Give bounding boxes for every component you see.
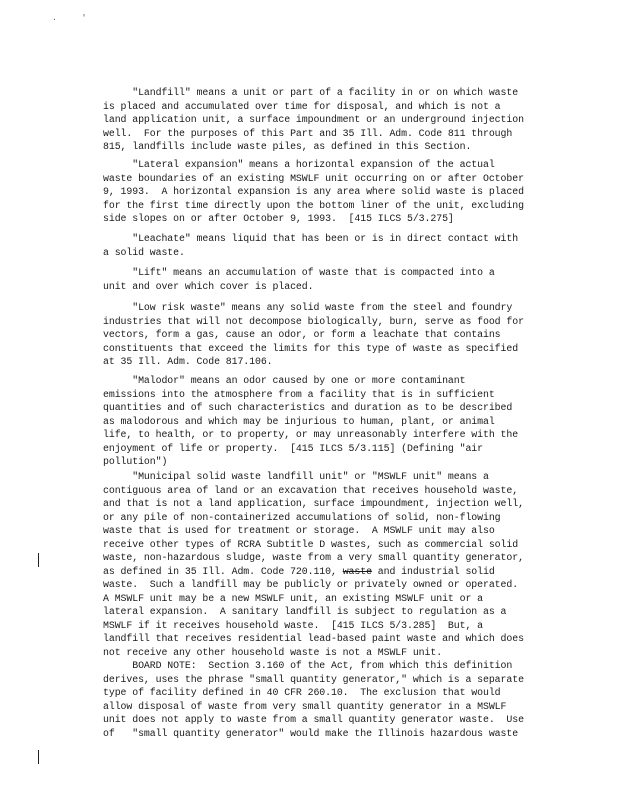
text-line: for the first time directly upon the bottom liner of the unit, excluding: [103, 199, 524, 211]
definition-malodor: [103, 374, 538, 469]
text-line: landfill that receives residential lead-based paint waste and which does: [103, 633, 524, 644]
text-line: unit does not apply to waste from a small quantity generator waste. Use: [103, 714, 524, 725]
text-line: allow disposal of waste from very small quantity generator in a MSWLF: [103, 700, 507, 712]
struck-text: waste: [342, 565, 372, 577]
definition-leachate: [103, 232, 538, 259]
text-line: "Leachate" means liquid that has been or is in direct contact with: [103, 233, 519, 244]
revision-bar: [38, 750, 39, 764]
text-line: constituents that exceed the limits for this type of waste as specified: [103, 342, 519, 354]
text-line: a solid waste.: [103, 246, 185, 258]
text-line: 9, 1993. A horizontal expansion is any area where solid waste is placed: [103, 186, 524, 197]
text-line: waste boundaries of an existing MSWLF unit occurring on or after October: [103, 172, 524, 184]
text-line: "Malodor" means an odor caused by one or more contaminant: [103, 375, 466, 386]
definition-lift: [103, 266, 538, 293]
text-line: waste. Such a landfill may be publicly or privately owned or operated.: [103, 579, 519, 590]
text-line: "Landfill" means a unit or part of a facility in or on which waste: [103, 87, 519, 98]
text-line: enjoyment of life or property. [415 ILCS 5/3.115] (Defining "air: [103, 442, 483, 454]
text-line: type of facility defined in 40 CFR 260.10. The exclusion that would: [103, 687, 501, 698]
text-line: waste, non-hazardous sludge, waste from a very small quantity generator,: [103, 552, 524, 563]
text-line: land application unit, a surface impoundment or an underground injection: [103, 114, 524, 125]
text-line: life, to health, or to property, or may unreasonably interfere with the: [103, 429, 519, 440]
text-line: at 35 Ill. Adm. Code 817.106.: [103, 356, 273, 367]
text-line: unit and over which cover is placed.: [103, 280, 314, 292]
definition-lateral-expansion: [103, 158, 538, 226]
text-line: well. For the purposes of this Part and 35 Ill. Adm. Code 811 through: [103, 127, 513, 139]
text-line: receive other types of RCRA Subtitle D wastes, such as commercial solid: [103, 538, 519, 550]
text-line: or any pile of non-containerized accumulations of solid, non-flowing: [103, 511, 501, 523]
text-line: BOARD NOTE: Section 3.160 of the Act, from which this definition: [103, 660, 513, 671]
definition-landfill: [103, 86, 538, 154]
text-line: quantities and of such characteristics and duration as to be described: [103, 402, 513, 413]
text-line: and that is not a land application, surface impoundment, injection well,: [103, 498, 524, 509]
text-line: pollution"): [103, 456, 168, 467]
text-line: A MSWLF unit may be a new MSWLF unit, an existing MSWLF unit or a: [103, 592, 483, 604]
text-line: as malodorous and which may be injurious to human, plant, or animal: [103, 415, 495, 427]
text-line: derives, uses the phrase "small quantity generator," which is a separate: [103, 673, 524, 685]
text-line: contiguous area of land or an excavation that receives household waste,: [103, 484, 519, 496]
text-line: is placed and accumulated over time for disposal, and which is not a: [103, 100, 501, 112]
text-line: industries that will not decompose biologically, burn, serve as food for: [103, 315, 524, 327]
definition-mswlf-unit: [103, 470, 538, 740]
definition-low-risk-waste: [103, 301, 538, 369]
text-line: "Municipal solid waste landfill unit" or "MSWLF unit" means a: [103, 471, 489, 482]
text-line: as defined in 35 Ill. Adm. Code 720.110, waste and industrial solid: [103, 565, 495, 577]
text-line: 815, landfills include waste piles, as defined in this Section.: [103, 141, 472, 152]
text-line: "Low risk waste" means any solid waste from the steel and foundry: [103, 302, 513, 313]
scan-specks: . ': [52, 14, 97, 23]
text-line: "Lateral expansion" means a horizontal expansion of the actual: [103, 159, 495, 170]
text-line: MSWLF if it receives household waste. [415 ILCS 5/3.285] But, a: [103, 619, 483, 631]
text-line: of "small quantity generator" would make the Illinois hazardous waste: [103, 727, 519, 739]
text-line: emissions into the atmosphere from a facility that is in sufficient: [103, 388, 495, 400]
text-line: "Lift" means an accumulation of waste that is compacted into a: [103, 267, 495, 278]
text-line: waste that is used for treatment or storage. A MSWLF unit may also: [103, 525, 495, 536]
text-line: lateral expansion. A sanitary landfill is subject to regulation as a: [103, 606, 507, 617]
text-line: vectors, form a gas, cause an odor, or form a leachate that contains: [103, 329, 501, 340]
text-line: not receive any other household waste is not a MSWLF unit.: [103, 646, 443, 658]
text-line: side slopes on or after October 9, 1993. [415 ILCS 5/3.275]: [103, 213, 454, 224]
revision-bar: [38, 553, 39, 567]
